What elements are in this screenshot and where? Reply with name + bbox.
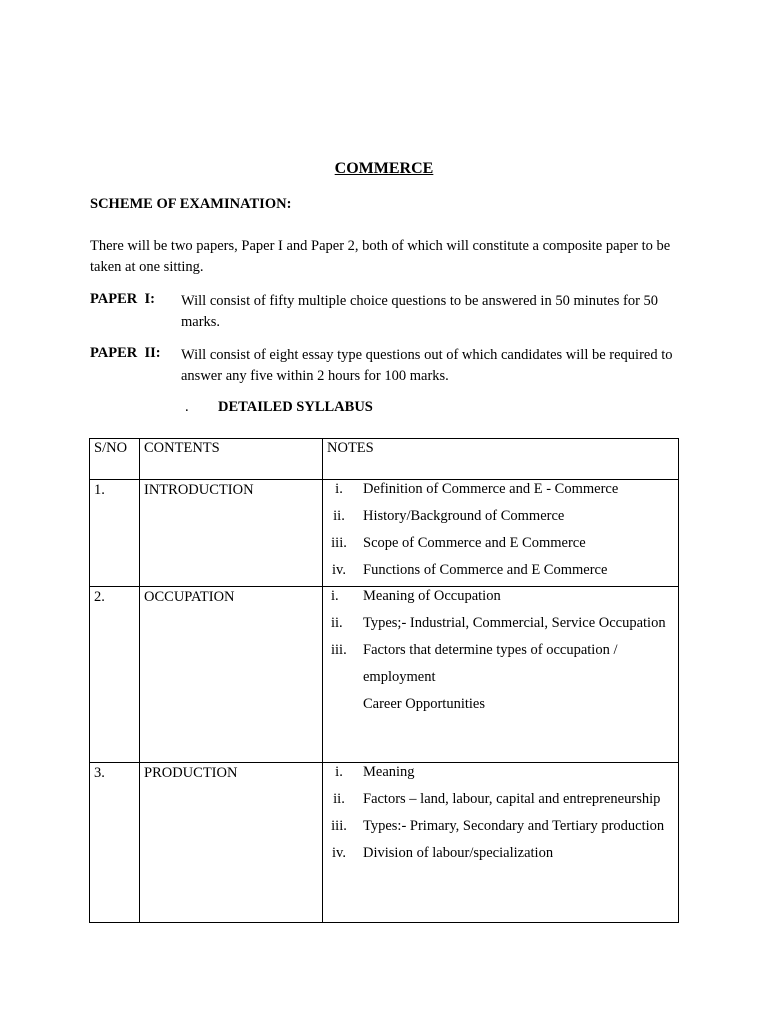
syllabus-bullet: . bbox=[185, 399, 189, 415]
list-item: i. Meaning bbox=[335, 764, 415, 780]
list-item: iii. Types:- Primary, Secondary and Tertiary production bbox=[331, 818, 665, 834]
list-item: iii. Scope of Commerce and E Commerce bbox=[331, 535, 586, 551]
notes-list bbox=[323, 759, 678, 867]
row-content: PRODUCTION bbox=[144, 765, 238, 781]
row-content: INTRODUCTION bbox=[144, 482, 254, 498]
list-item: ii. Factors – land, labour, capital and entrepreneurship bbox=[333, 791, 661, 807]
notes-extra: Career Opportunities bbox=[363, 696, 486, 712]
paper-2-text: Will consist of eight essay type questions out of which candidates will be required to answer any five within 2 hours for 100 marks. bbox=[181, 347, 673, 384]
row-sno: 3. bbox=[94, 765, 105, 781]
page-title: COMMERCE bbox=[334, 160, 434, 177]
notes-list bbox=[323, 476, 678, 584]
row-content: OCCUPATION bbox=[144, 589, 235, 605]
row-sno: 1. bbox=[94, 482, 105, 498]
syllabus-title: DETAILED SYLLABUS bbox=[218, 399, 373, 415]
list-item: iv. Functions of Commerce and E Commerce bbox=[332, 562, 608, 578]
table-header-row bbox=[90, 439, 679, 480]
table-row bbox=[90, 587, 679, 763]
paper-1-label: PAPER I: bbox=[90, 291, 155, 307]
paper-1-text: Will consist of fifty multiple choice questions to be answered in 50 minutes for 50 marks. bbox=[181, 293, 659, 330]
header-contents: CONTENTS bbox=[144, 440, 220, 456]
list-item: ii. History/Background of Commerce bbox=[333, 508, 565, 524]
table-row bbox=[90, 480, 679, 587]
row-sno: 2. bbox=[94, 589, 105, 605]
header-sno: S/NO bbox=[94, 440, 128, 456]
list-item: ii. Types;- Industrial, Commercial, Service Occupation bbox=[331, 615, 666, 631]
list-item: i. Definition of Commerce and E - Commerce bbox=[335, 481, 619, 497]
list-item: i. Meaning of Occupation bbox=[331, 588, 501, 604]
intro-paragraph: There will be two papers, Paper I and Paper 2, both of which will constitute a composite paper to be taken at one sitting. bbox=[90, 238, 671, 275]
header-notes: NOTES bbox=[327, 440, 374, 456]
scheme-heading: SCHEME OF EXAMINATION: bbox=[90, 196, 292, 212]
list-item: iii. Factors that determine types of occupation / employment bbox=[331, 642, 618, 685]
paper-2-label: PAPER II: bbox=[90, 345, 161, 361]
notes-list bbox=[323, 583, 678, 691]
syllabus-table bbox=[89, 438, 679, 923]
list-item: iv. Division of labour/specialization bbox=[332, 845, 554, 861]
table-row bbox=[90, 763, 679, 923]
